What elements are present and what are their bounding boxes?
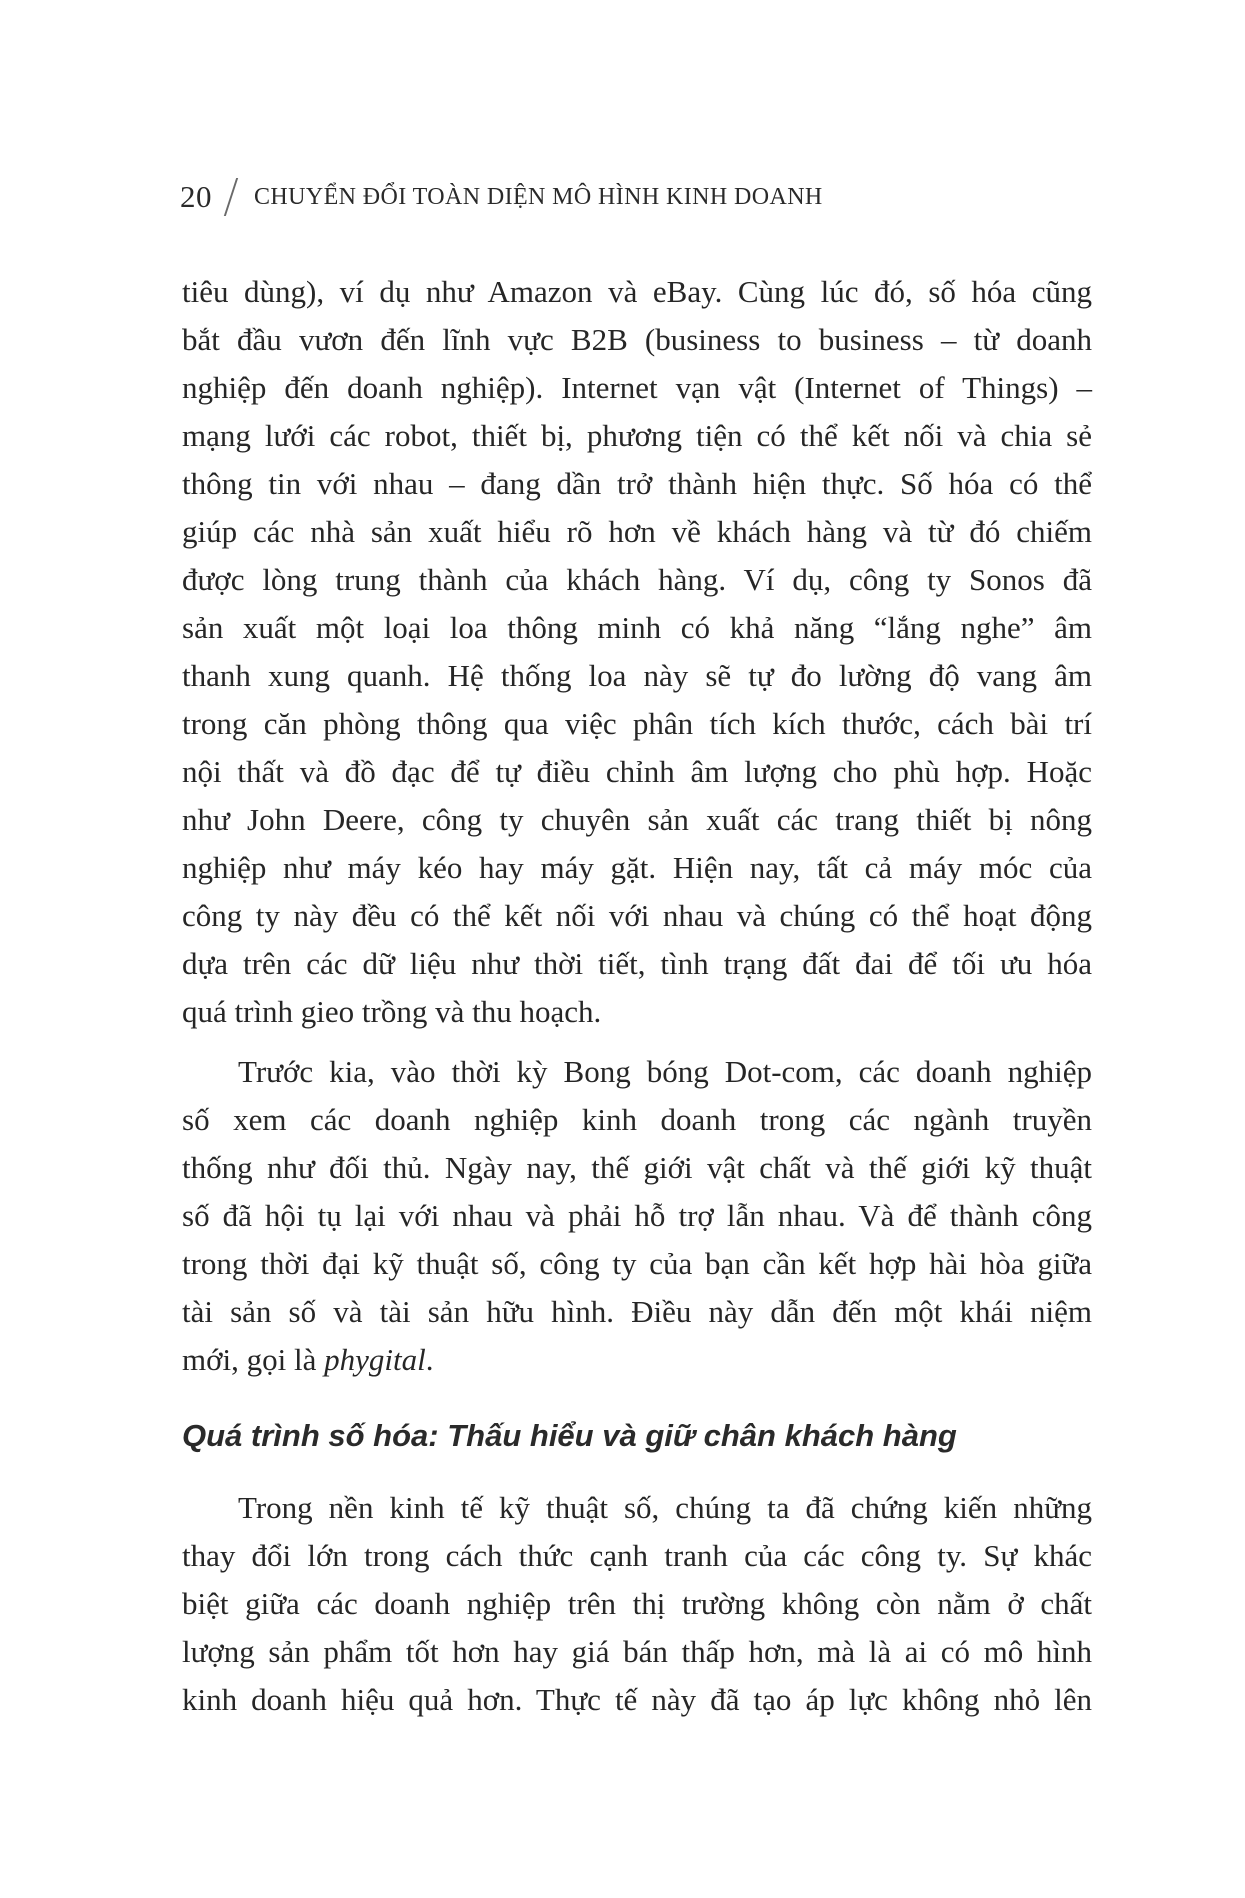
text-line: dựa trên các dữ liệu như thời tiết, tình trạng đất đai để tối ưu hóa: [182, 946, 1092, 981]
section-heading: Quá trình số hóa: Thấu hiểu và giữ chân khách hàng: [182, 1418, 957, 1453]
text-line: thống như đối thủ. Ngày nay, thế giới vật chất và thế giới kỹ thuật: [182, 1150, 1092, 1185]
text-line: quá trình gieo trồng và thu hoạch.: [182, 994, 602, 1029]
header-divider: [224, 178, 238, 216]
body-text: [182, 268, 1092, 1724]
text-line: [182, 1336, 1092, 1384]
text-line: như John Deere, công ty chuyên sản xuất các trang thiết bị nông: [182, 802, 1092, 837]
text-fragment: mới, gọi là: [182, 1342, 325, 1377]
text-line: bắt đầu vươn đến lĩnh vực B2B (business to business – từ doanh: [182, 322, 1092, 357]
text-line: lượng sản phẩm tốt hơn hay giá bán thấp hơn, mà là ai có mô hình: [182, 1634, 1092, 1669]
text-line: nội thất và đồ đạc để tự điều chỉnh âm lượng cho phù hợp. Hoặc: [182, 754, 1092, 789]
text-line: mạng lưới các robot, thiết bị, phương tiện có thể kết nối và chia sẻ: [182, 418, 1092, 453]
text-line: được lòng trung thành của khách hàng. Ví dụ, công ty Sonos đã: [182, 562, 1092, 597]
text-line: công ty này đều có thể kết nối với nhau và chúng có thể hoạt động: [182, 898, 1092, 933]
text-line: số đã hội tụ lại với nhau và phải hỗ trợ lẫn nhau. Và để thành công: [182, 1198, 1092, 1233]
paragraph-2: [182, 1048, 1092, 1384]
text-line: trong thời đại kỹ thuật số, công ty của bạn cần kết hợp hài hòa giữa: [182, 1246, 1092, 1281]
text-line: trong căn phòng thông qua việc phân tích kích thước, cách bài trí: [182, 706, 1092, 741]
text-line: giúp các nhà sản xuất hiểu rõ hơn về khách hàng và từ đó chiếm: [182, 514, 1092, 549]
paragraph-gap: [182, 1036, 1092, 1048]
book-title: CHUYỂN ĐỔI TOÀN DIỆN MÔ HÌNH KINH DOANH: [254, 183, 823, 210]
text-line: tài sản số và tài sản hữu hình. Điều này dẫn đến một khái niệm: [182, 1294, 1092, 1329]
text-line: Trước kia, vào thời kỳ Bong bóng Dot-com, các doanh nghiệp: [238, 1054, 1092, 1089]
text-line: tiêu dùng), ví dụ như Amazon và eBay. Cùng lúc đó, số hóa cũng: [182, 274, 1092, 309]
italic-term: phygital: [324, 1342, 426, 1377]
paragraph-1: [182, 268, 1092, 1036]
text-line: sản xuất một loại loa thông minh có khả năng “lắng nghe” âm: [182, 610, 1092, 645]
text-line: thay đổi lớn trong cách thức cạnh tranh của các công ty. Sự khác: [182, 1538, 1092, 1573]
paragraph-3: [182, 1484, 1092, 1724]
text-fragment: .: [425, 1342, 434, 1377]
text-line: nghiệp như máy kéo hay máy gặt. Hiện nay, tất cả máy móc của: [182, 850, 1092, 885]
text-line: biệt giữa các doanh nghiệp trên thị trường không còn nằm ở chất: [182, 1586, 1092, 1621]
running-head: [180, 175, 823, 219]
text-line: nghiệp đến doanh nghiệp). Internet vạn vật (Internet of Things) –: [182, 370, 1092, 405]
text-line: kinh doanh hiệu quả hơn. Thực tế này đã tạo áp lực không nhỏ lên: [182, 1682, 1092, 1717]
text-line: Trong nền kinh tế kỹ thuật số, chúng ta đã chứng kiến những: [238, 1490, 1092, 1525]
text-line: số xem các doanh nghiệp kinh doanh trong các ngành truyền: [182, 1102, 1092, 1137]
text-line: thanh xung quanh. Hệ thống loa này sẽ tự đo lường độ vang âm: [182, 658, 1092, 693]
page-number: 20: [180, 179, 212, 214]
text-line: thông tin với nhau – đang dần trở thành hiện thực. Số hóa có thể: [182, 466, 1092, 501]
